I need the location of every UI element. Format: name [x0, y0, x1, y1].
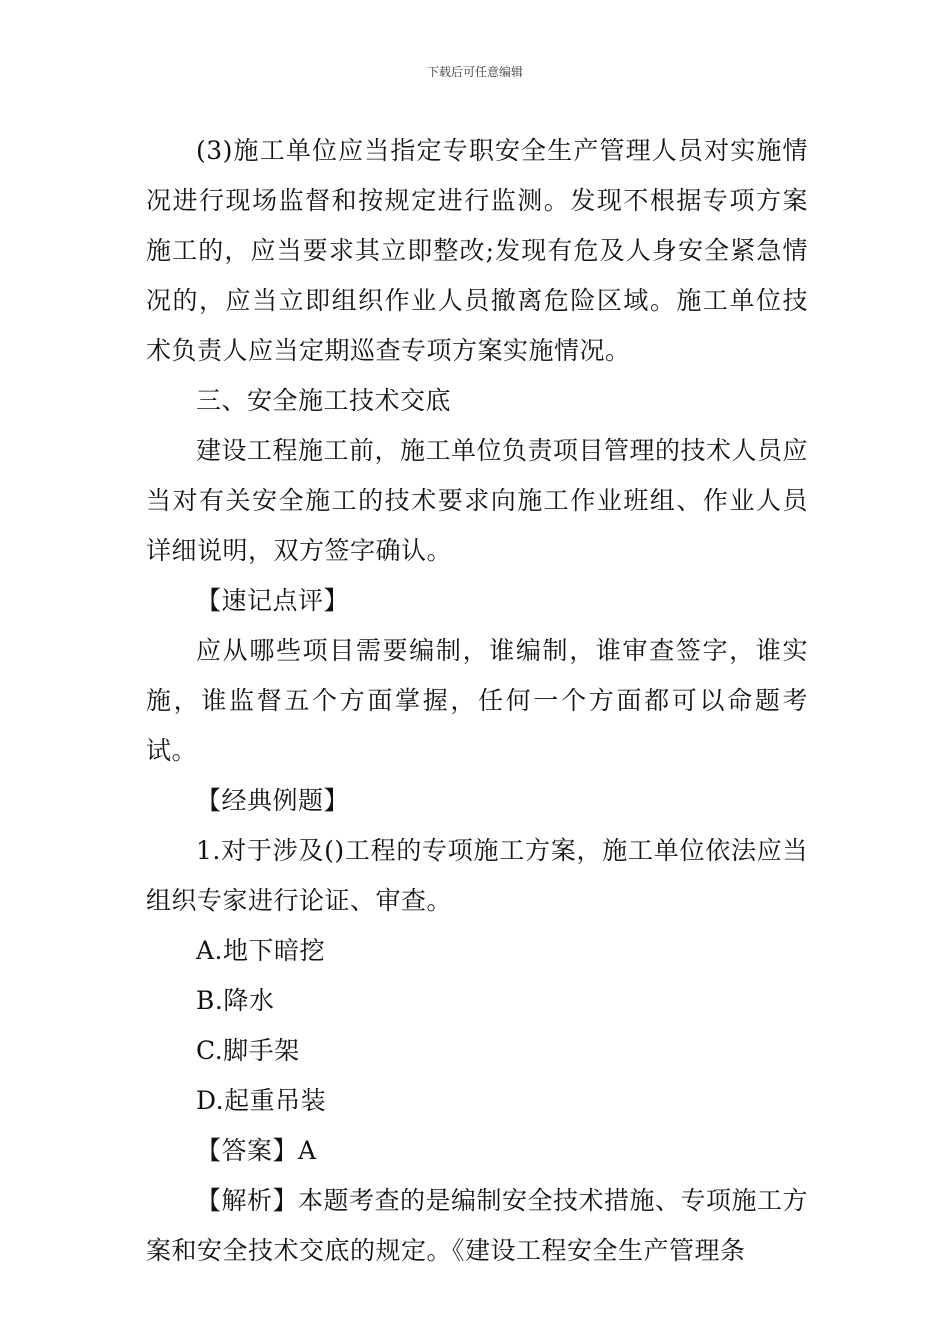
document-body — [146, 126, 808, 1276]
option-b: B.降水 — [196, 986, 275, 1015]
question-text: 1.对于涉及()工程的专项施工方案，施工单位依法应当组织专家进行论证、审查。 — [146, 836, 808, 915]
label-quick-review: 【速记点评】 — [196, 586, 350, 615]
option-a: A.地下暗挖 — [196, 936, 326, 965]
option-c: C.脚手架 — [196, 1036, 300, 1065]
paragraph-supervision: (3)施工单位应当指定专职安全生产管理人员对实施情况进行现场监督和按规定进行监测。发现不根据专项方案施工的，应当要求其立即整改;发现有危及人身安全紧急情况的，应当立即组织作业人员撤离危险区域。施工单位技术负责人应当定期巡查专项方案实施情况。 — [146, 136, 808, 365]
page-header-note: 下载后可任意编辑 — [426, 65, 523, 79]
answer-line: 【答案】A — [196, 1136, 317, 1165]
paragraph-review: 应从哪些项目需要编制，谁编制，谁审查签字，谁实施，谁监督五个方面掌握，任何一个方面都可以命题考试。 — [146, 636, 808, 765]
label-classic-example: 【经典例题】 — [196, 786, 350, 815]
paragraph-briefing: 建设工程施工前，施工单位负责项目管理的技术人员应当对有关安全施工的技术要求向施工作业班组、作业人员详细说明，双方签字确认。 — [146, 436, 809, 565]
analysis-paragraph: 【解析】本题考查的是编制安全技术措施、专项施工方案和安全技术交底的规定。《建设工程安全生产管理条 — [146, 1186, 809, 1265]
option-d: D.起重吊装 — [196, 1086, 327, 1115]
section-heading-technical-briefing: 三、安全施工技术交底 — [196, 386, 452, 415]
